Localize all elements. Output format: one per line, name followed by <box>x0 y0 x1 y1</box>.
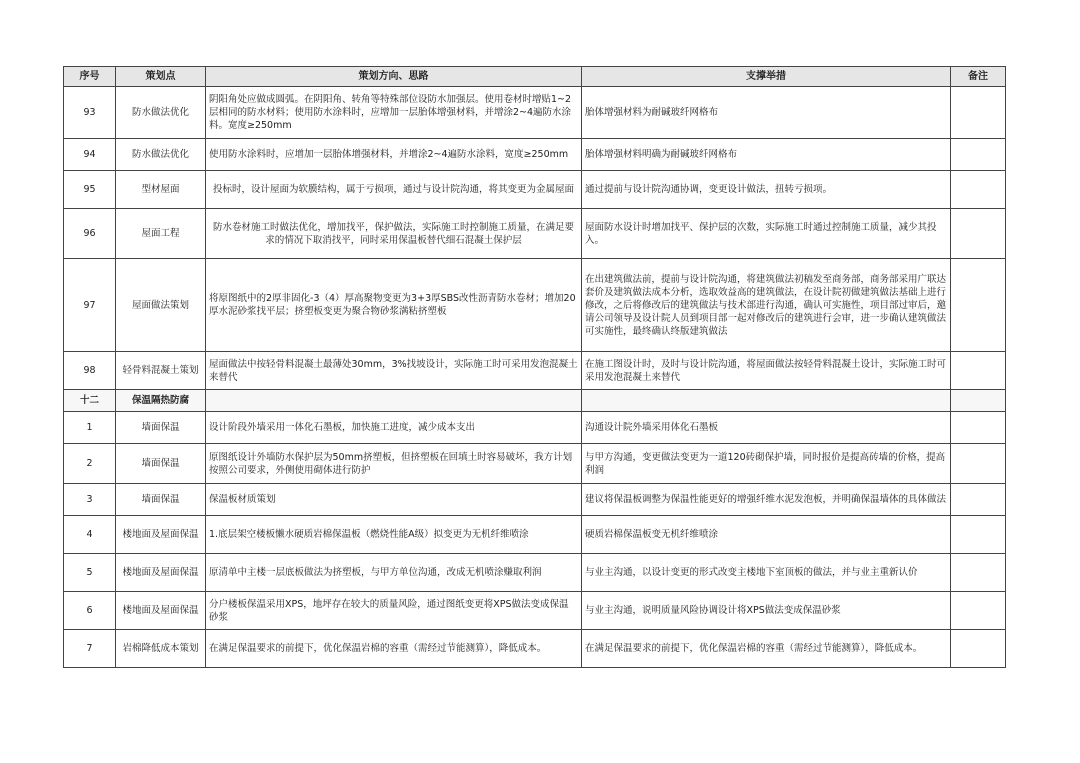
cell-direction: 1.底层架空楼板懒水硬质岩棉保温板（燃烧性能A级）拟变更为无机纤维喷涂 <box>206 516 582 554</box>
header-row <box>64 67 1006 87</box>
cell-seq: 5 <box>64 554 116 592</box>
cell-remark <box>951 171 1006 209</box>
cell-point: 楼地面及屋面保温 <box>116 554 206 592</box>
cell-direction: 设计阶段外墙采用一体化石墨板，加快施工进度，减少成本支出 <box>206 412 582 444</box>
cell-seq: 4 <box>64 516 116 554</box>
cell-direction: 将原图纸中的2厚非固化-3（4）厚高聚物变更为3+3厚SBS改性沥青防水卷材；增加20厚水泥砂浆找平层；挤塑板变更为聚合物砂浆满粘挤塑板 <box>206 259 582 352</box>
cell-direction: 原图纸设计外墙防水保护层为50mm挤塑板，但挤塑板在回填土时容易破坏，我方计划按照公司要求，外侧使用砌体进行防护 <box>206 444 582 484</box>
table-row <box>64 484 1006 516</box>
header-direction: 策划方向、思路 <box>206 67 582 87</box>
cell-measure: 与业主沟通，说明质量风险协调设计将XPS做法变成保温砂浆 <box>582 592 951 630</box>
cell-direction: 原清单中主楼一层底板做法为挤塑板，与甲方单位沟通，改成无机喷涂赚取利润 <box>206 554 582 592</box>
table-row <box>64 592 1006 630</box>
header-remark: 备注 <box>951 67 1006 87</box>
table-row <box>64 139 1006 171</box>
section-row <box>64 390 1006 412</box>
cell-direction: 保温板材质策划 <box>206 484 582 516</box>
cell-remark <box>951 516 1006 554</box>
cell-point: 墙面保温 <box>116 412 206 444</box>
cell-direction: 防水卷材施工时做法优化，增加找平，保护做法，实际施工时控制施工质量，在满足要求的情况下取消找平，同时采用保温板替代细石混凝土保护层 <box>206 209 582 259</box>
cell-direction: 分户楼板保温采用XPS，地坪存在较大的质量风险，通过图纸变更将XPS做法变成保温砂浆 <box>206 592 582 630</box>
cost-planning-table-sheet <box>63 66 1005 668</box>
cell-remark <box>951 554 1006 592</box>
cell-point: 屋面工程 <box>116 209 206 259</box>
cell-measure: 胎体增强材料为耐碱玻纤网格布 <box>582 87 951 139</box>
cell-remark <box>951 139 1006 171</box>
cell-remark <box>951 352 1006 390</box>
cell-seq: 1 <box>64 412 116 444</box>
table-row <box>64 259 1006 352</box>
cell-remark <box>951 259 1006 352</box>
cell-point: 型材屋面 <box>116 171 206 209</box>
cell-point: 屋面做法策划 <box>116 259 206 352</box>
cell-point: 墙面保温 <box>116 444 206 484</box>
cell-point: 墙面保温 <box>116 484 206 516</box>
cell-measure: 通过提前与设计院沟通协调，变更设计做法，扭转亏损项。 <box>582 171 951 209</box>
cell-measure: 建议将保温板调整为保温性能更好的增强纤维水泥发泡板，并明确保温墙体的具体做法 <box>582 484 951 516</box>
cell-seq: 2 <box>64 444 116 484</box>
cell-seq: 96 <box>64 209 116 259</box>
cell-direction: 投标时，设计屋面为软膜结构，属于亏损项，通过与设计院沟通，将其变更为金属屋面 <box>206 171 582 209</box>
table-row <box>64 352 1006 390</box>
cell-measure: 在出建筑做法前，提前与设计院沟通，将建筑做法初稿发至商务部，商务部采用广联达套价及建筑做法成本分析，选取效益高的建筑做法，在设计院初做建筑做法基础上进行修改，之后将修改后的建筑做法与技术部进行沟通，确认可实施性，项目部过审后，邀请公司领导及设计院人员到项目部一起对修改后的建筑进行会审，进一步确认建筑做法可实施性，最终确认终版建筑做法 <box>582 259 951 352</box>
cell-seq: 7 <box>64 630 116 668</box>
cell-seq: 6 <box>64 592 116 630</box>
table-row <box>64 171 1006 209</box>
cell-seq: 95 <box>64 171 116 209</box>
table-row <box>64 630 1006 668</box>
cell-point: 轻骨料混凝土策划 <box>116 352 206 390</box>
cell-measure: 与业主沟通，以设计变更的形式改变主楼地下室顶板的做法，并与业主重新认价 <box>582 554 951 592</box>
header-point: 策划点 <box>116 67 206 87</box>
cell-seq: 97 <box>64 259 116 352</box>
cell-direction: 在满足保温要求的前提下，优化保温岩棉的容重（需经过节能测算），降低成本。 <box>206 630 582 668</box>
cell-measure: 屋面防水设计时增加找平、保护层的次数，实际施工时通过控制施工质量，减少其投入。 <box>582 209 951 259</box>
table-row <box>64 209 1006 259</box>
cell-measure: 胎体增强材料明确为耐碱玻纤网格布 <box>582 139 951 171</box>
table-row <box>64 516 1006 554</box>
cell-direction: 阴阳角处应做成圆弧。在阴阳角、转角等特殊部位设防水加强层。使用卷材时增贴1~2层相同的防水材料；使用防水涂料时，应增加一层胎体增强材料，并增涂2~4遍防水涂料。宽度≥250mm <box>206 87 582 139</box>
table-row <box>64 444 1006 484</box>
cell-remark <box>951 630 1006 668</box>
cell-measure: 硬质岩棉保温板变无机纤维喷涂 <box>582 516 951 554</box>
cell-seq: 98 <box>64 352 116 390</box>
cell-point: 楼地面及屋面保温 <box>116 592 206 630</box>
section-title: 保温隔热防腐 <box>116 390 206 412</box>
cell-remark <box>951 592 1006 630</box>
section-number: 十二 <box>64 390 116 412</box>
table-row <box>64 554 1006 592</box>
cell-measure: 在满足保温要求的前提下，优化保温岩棉的容重（需经过节能测算），降低成本。 <box>582 630 951 668</box>
cell-measure: 在施工图设计时，及时与设计院沟通，将屋面做法按轻骨料混凝土设计，实际施工时可采用发泡混凝土来替代 <box>582 352 951 390</box>
cell-point: 防水做法优化 <box>116 139 206 171</box>
planning-table <box>63 66 1006 668</box>
cell-remark <box>951 87 1006 139</box>
cell-measure: 沟通设计院外墙采用体化石墨板 <box>582 412 951 444</box>
header-measure: 支撑举措 <box>582 67 951 87</box>
cell-point: 防水做法优化 <box>116 87 206 139</box>
cell-seq: 3 <box>64 484 116 516</box>
table-row <box>64 412 1006 444</box>
table-row <box>64 87 1006 139</box>
cell-remark <box>951 484 1006 516</box>
cell-remark <box>951 444 1006 484</box>
header-seq: 序号 <box>64 67 116 87</box>
cell-remark <box>951 412 1006 444</box>
cell-remark <box>951 209 1006 259</box>
cell-point: 楼地面及屋面保温 <box>116 516 206 554</box>
cell-point: 岩棉降低成本策划 <box>116 630 206 668</box>
cell-seq: 94 <box>64 139 116 171</box>
cell-direction: 使用防水涂料时，应增加一层胎体增强材料，并增涂2~4遍防水涂料，宽度≥250mm <box>206 139 582 171</box>
cell-measure: 与甲方沟通，变更做法变更为一道120砖砌保护墙，同时报价是提高砖墙的价格，提高利润 <box>582 444 951 484</box>
cell-seq: 93 <box>64 87 116 139</box>
cell-direction: 屋面做法中按轻骨料混凝土最薄处30mm，3%找坡设计，实际施工时可采用发泡混凝土来替代 <box>206 352 582 390</box>
